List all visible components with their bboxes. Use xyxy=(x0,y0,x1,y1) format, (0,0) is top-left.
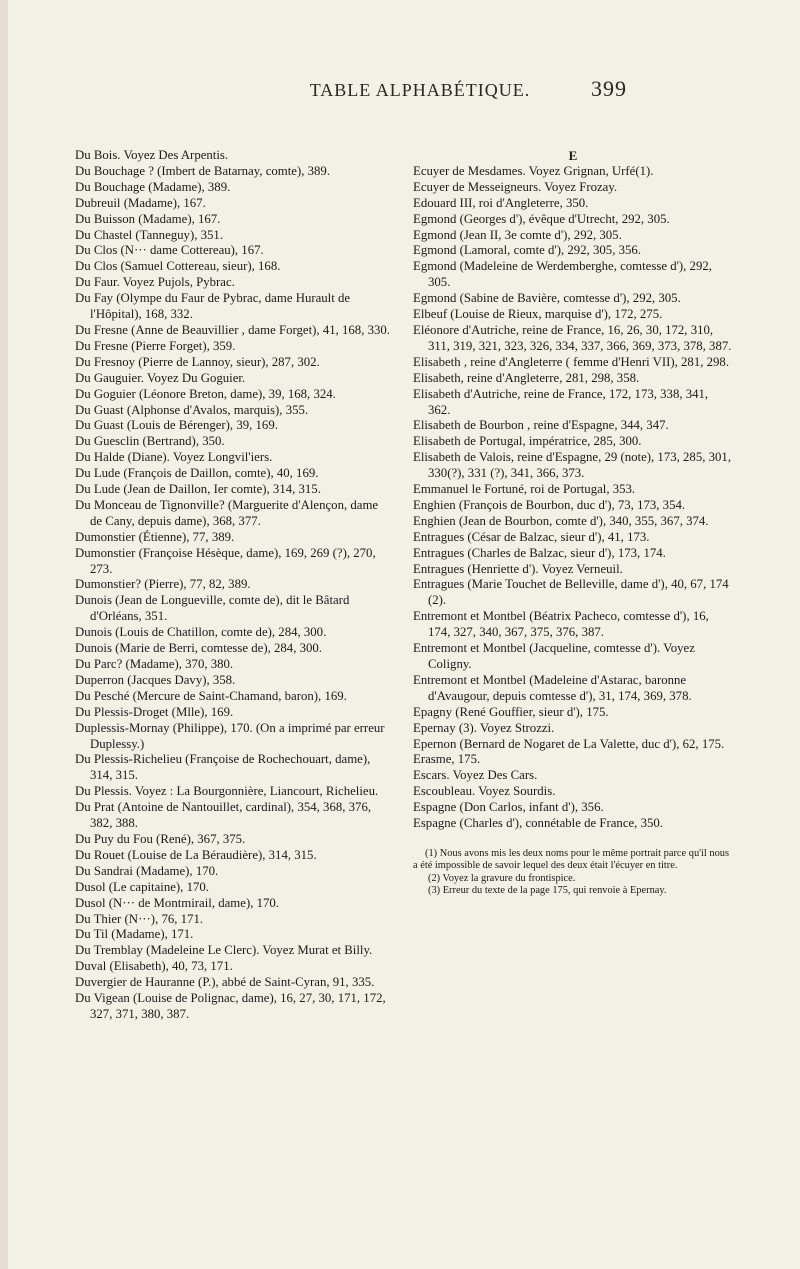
index-entry: Du Lude (Jean de Daillon, Ier comte), 314, 315. xyxy=(75,482,321,497)
index-entry: Du Monceau de Tignonville? (Marguerite d'Alençon, dame de Cany, depuis dame), 368, 377. xyxy=(75,497,379,528)
index-entry: Du Gauguier. Voyez Du Goguier. xyxy=(75,370,246,385)
index-entry: Elisabeth , reine d'Angleterre ( femme d'Henri VII), 281, 298. xyxy=(413,354,730,369)
index-entry: Ecuyer de Mesdames. Voyez Grignan, Urfé(1). xyxy=(413,163,654,178)
index-entry: Du Faur. Voyez Pujols, Pybrac. xyxy=(75,275,235,290)
index-entry: Duval (Elisabeth), 40, 73, 171. xyxy=(75,959,233,974)
index-entry: Entragues (Marie Touchet de Belleville, dame d'), 40, 67, 174 (2). xyxy=(413,577,729,608)
index-entry: Du Clos (N··· dame Cottereau), 167. xyxy=(75,243,264,258)
index-entry: Du Halde (Diane). Voyez Longvil'iers. xyxy=(75,450,273,465)
index-entry: Du Bois. Voyez Des Arpentis. xyxy=(75,148,229,162)
index-entry: Egmond (Sabine de Bavière, comtesse d'), 292, 305. xyxy=(413,291,681,306)
index-entry: Erasme, 175. xyxy=(413,752,481,767)
index-entry: Du Bouchage (Madame), 389. xyxy=(75,179,231,194)
index-entry: Du Clos (Samuel Cottereau, sieur), 168. xyxy=(75,259,281,274)
index-entry: Epernay (3). Voyez Strozzi. xyxy=(413,720,555,735)
page-number: 399 xyxy=(591,76,627,101)
index-entry: Ecuyer de Messeigneurs. Voyez Frozay. xyxy=(413,179,618,194)
index-entry: Dusol (N··· de Montmirail, dame), 170. xyxy=(75,895,279,910)
index-entry: Eléonore d'Autriche, reine de France, 16, 26, 30, 172, 310, 311, 319, 321, 323, 326, 334, 337, 366, 369, 373, 378, 387. xyxy=(413,322,732,353)
index-entry: Du Plessis-Richelieu (Françoise de Rochechouart, dame), 314, 315. xyxy=(75,752,371,783)
section-letter: E xyxy=(568,148,578,163)
index-entry: Dumonstier (Étienne), 77, 389. xyxy=(75,529,235,544)
index-entry: Du Bouchage ? (Imbert de Batarnay, comte), 389. xyxy=(75,163,331,178)
index-entry: Dunois (Marie de Berri, comtesse de), 284, 300. xyxy=(75,641,322,656)
index-entry: Du Til (Madame), 171. xyxy=(75,927,194,942)
index-entry: Epagny (René Gouffier, sieur d'), 175. xyxy=(413,704,609,719)
index-entry: Dumonstier (Françoise Hésèque, dame), 169, 269 (?), 270, 273. xyxy=(75,545,376,576)
index-entry: Edouard III, roi d'Angleterre, 350. xyxy=(413,195,589,210)
index-entry: Elisabeth de Valois, reine d'Espagne, 29 (note), 173, 285, 301, 330(?), 331 (?), 341, 366, 373. xyxy=(413,450,732,481)
index-entry: Enghien (François de Bourbon, duc d'), 73, 173, 354. xyxy=(413,497,686,512)
index-entry: Egmond (Lamoral, comte d'), 292, 305, 356. xyxy=(413,243,641,258)
right-entries xyxy=(413,164,733,832)
index-entry: Elbeuf (Louise de Rieux, marquise d'), 172, 275. xyxy=(413,307,663,322)
index-entry: Du Pesché (Mercure de Saint-Chamand, baron), 169. xyxy=(75,688,347,703)
index-column-right xyxy=(413,148,733,898)
index-column-left xyxy=(75,148,390,1023)
index-entry: Espagne (Don Carlos, infant d'), 356. xyxy=(413,800,604,815)
index-entry: Du Rouet (Louise de La Béraudière), 314, 315. xyxy=(75,847,317,862)
index-entry: Dunois (Jean de Longueville, comte de), dit le Bâtard d'Orléans, 351. xyxy=(75,593,350,624)
index-entry: Entremont et Montbel (Jacqueline, comtesse d'). Voyez Coligny. xyxy=(413,641,695,671)
index-entry: Du Fresne (Anne de Beauvillier , dame Forget), 41, 168, 330. xyxy=(75,322,390,337)
index-entry: Du Lude (François de Daillon, comte), 40, 169. xyxy=(75,466,319,481)
index-entry: Entragues (Henriette d'). Voyez Verneuil. xyxy=(413,561,623,576)
index-entry: Dubreuil (Madame), 167. xyxy=(75,195,206,210)
index-entry: Du Fay (Olympe du Faur de Pybrac, dame Hurault de l'Hôpital), 168, 332. xyxy=(75,291,351,322)
index-entry: Du Guesclin (Bertrand), 350. xyxy=(75,434,225,449)
index-entry: Emmanuel le Fortuné, roi de Portugal, 353. xyxy=(413,482,636,497)
index-entry: Du Thier (N···), 76, 171. xyxy=(75,911,204,926)
index-entry: Enghien (Jean de Bourbon, comte d'), 340, 355, 367, 374. xyxy=(413,513,709,528)
index-entry: Elisabeth de Bourbon , reine d'Espagne, 344, 347. xyxy=(413,418,669,433)
footnote: (1) Nous avons mis les deux noms pour le même portrait parce qu'il nous a été impossible de savoir lequel des deux était l'écuyer en titre. xyxy=(413,847,730,872)
index-entry: Du Sandrai (Madame), 170. xyxy=(75,863,219,878)
index-entry: Du Guast (Louis de Bérenger), 39, 169. xyxy=(75,418,278,433)
index-entry: Duvergier de Hauranne (P.), abbé de Saint-Cyran, 91, 335. xyxy=(75,975,375,990)
page-edge-shadow xyxy=(0,0,8,1269)
running-title: TABLE ALPHABÉTIQUE. xyxy=(309,80,531,100)
index-entry: Epernon (Bernard de Nogaret de La Valette, duc d'), 62, 175. xyxy=(413,736,725,751)
index-entry: Duperron (Jacques Davy), 358. xyxy=(75,672,236,687)
footnote: (2) Voyez la gravure du frontispice. xyxy=(428,872,576,884)
index-entry: Espagne (Charles d'), connétable de France, 350. xyxy=(413,816,663,831)
index-entry: Entragues (César de Balzac, sieur d'), 41, 173. xyxy=(413,529,650,544)
index-entry: Entragues (Charles de Balzac, sieur d'), 173, 174. xyxy=(413,545,666,560)
index-entry: Du Vigean (Louise de Polignac, dame), 16, 27, 30, 171, 172, 327, 371, 380, 387. xyxy=(75,991,386,1021)
index-entry: Elisabeth d'Autriche, reine de France, 172, 173, 338, 341, 362. xyxy=(413,386,709,417)
index-entry: Du Parc? (Madame), 370, 380. xyxy=(75,657,234,671)
index-entry: Entremont et Montbel (Madeleine d'Astarac, baronne d'Avaugour, depuis comtesse d'), 31, 174, 369, 378. xyxy=(413,672,692,703)
index-entry: Du Tremblay (Madeleine Le Clerc). Voyez Murat et Billy. xyxy=(75,943,373,958)
index-entry: Elisabeth de Portugal, impératrice, 285, 300. xyxy=(413,434,642,449)
index-entry: Du Guast (Alphonse d'Avalos, marquis), 355. xyxy=(75,402,309,417)
footnotes xyxy=(413,848,733,898)
index-entry: Egmond (Jean II, 3e comte d'), 292, 305. xyxy=(413,227,622,242)
page-header xyxy=(0,76,800,116)
index-entry: Du Fresne (Pierre Forget), 359. xyxy=(75,338,236,353)
index-entry: Du Fresnoy (Pierre de Lannoy, sieur), 287, 302. xyxy=(75,354,320,369)
index-entry: Egmond (Madeleine de Werdemberghe, comtesse d'), 292, 305. xyxy=(413,259,712,290)
index-entry: Du Plessis. Voyez : La Bourgonnière, Liancourt, Richelieu. xyxy=(75,784,379,799)
index-entry: Dumonstier? (Pierre), 77, 82, 389. xyxy=(75,577,251,592)
index-entry: Elisabeth, reine d'Angleterre, 281, 298, 358. xyxy=(413,370,640,385)
index-entry: Du Plessis-Droget (Mlle), 169. xyxy=(75,704,234,719)
index-entry: Du Prat (Antoine de Nantouillet, cardinal), 354, 368, 376, 382, 388. xyxy=(75,800,372,831)
index-entry: Dusol (Le capitaine), 170. xyxy=(75,879,209,894)
index-entry: Entremont et Montbel (Béatrix Pacheco, comtesse d'), 16, 174, 327, 340, 367, 375, 376, 387. xyxy=(413,609,709,640)
index-entry: Du Puy du Fou (René), 367, 375. xyxy=(75,831,246,846)
index-entry: Dunois (Louis de Chatillon, comte de), 284, 300. xyxy=(75,625,327,640)
footnote: (3) Erreur du texte de la page 175, qui renvoie à Epernay. xyxy=(428,885,667,897)
index-entry: Escars. Voyez Des Cars. xyxy=(413,768,538,783)
index-entry: Du Buisson (Madame), 167. xyxy=(75,211,221,226)
index-entry: Duplessis-Mornay (Philippe), 170. (On a imprimé par erreur Duplessy.) xyxy=(75,720,385,751)
index-entry: Egmond (Georges d'), évêque d'Utrecht, 292, 305. xyxy=(413,211,670,226)
index-entry: Du Chastel (Tanneguy), 351. xyxy=(75,227,224,242)
index-entry: Escoubleau. Voyez Sourdis. xyxy=(413,784,556,799)
index-entry: Du Goguier (Léonore Breton, dame), 39, 168, 324. xyxy=(75,386,336,401)
